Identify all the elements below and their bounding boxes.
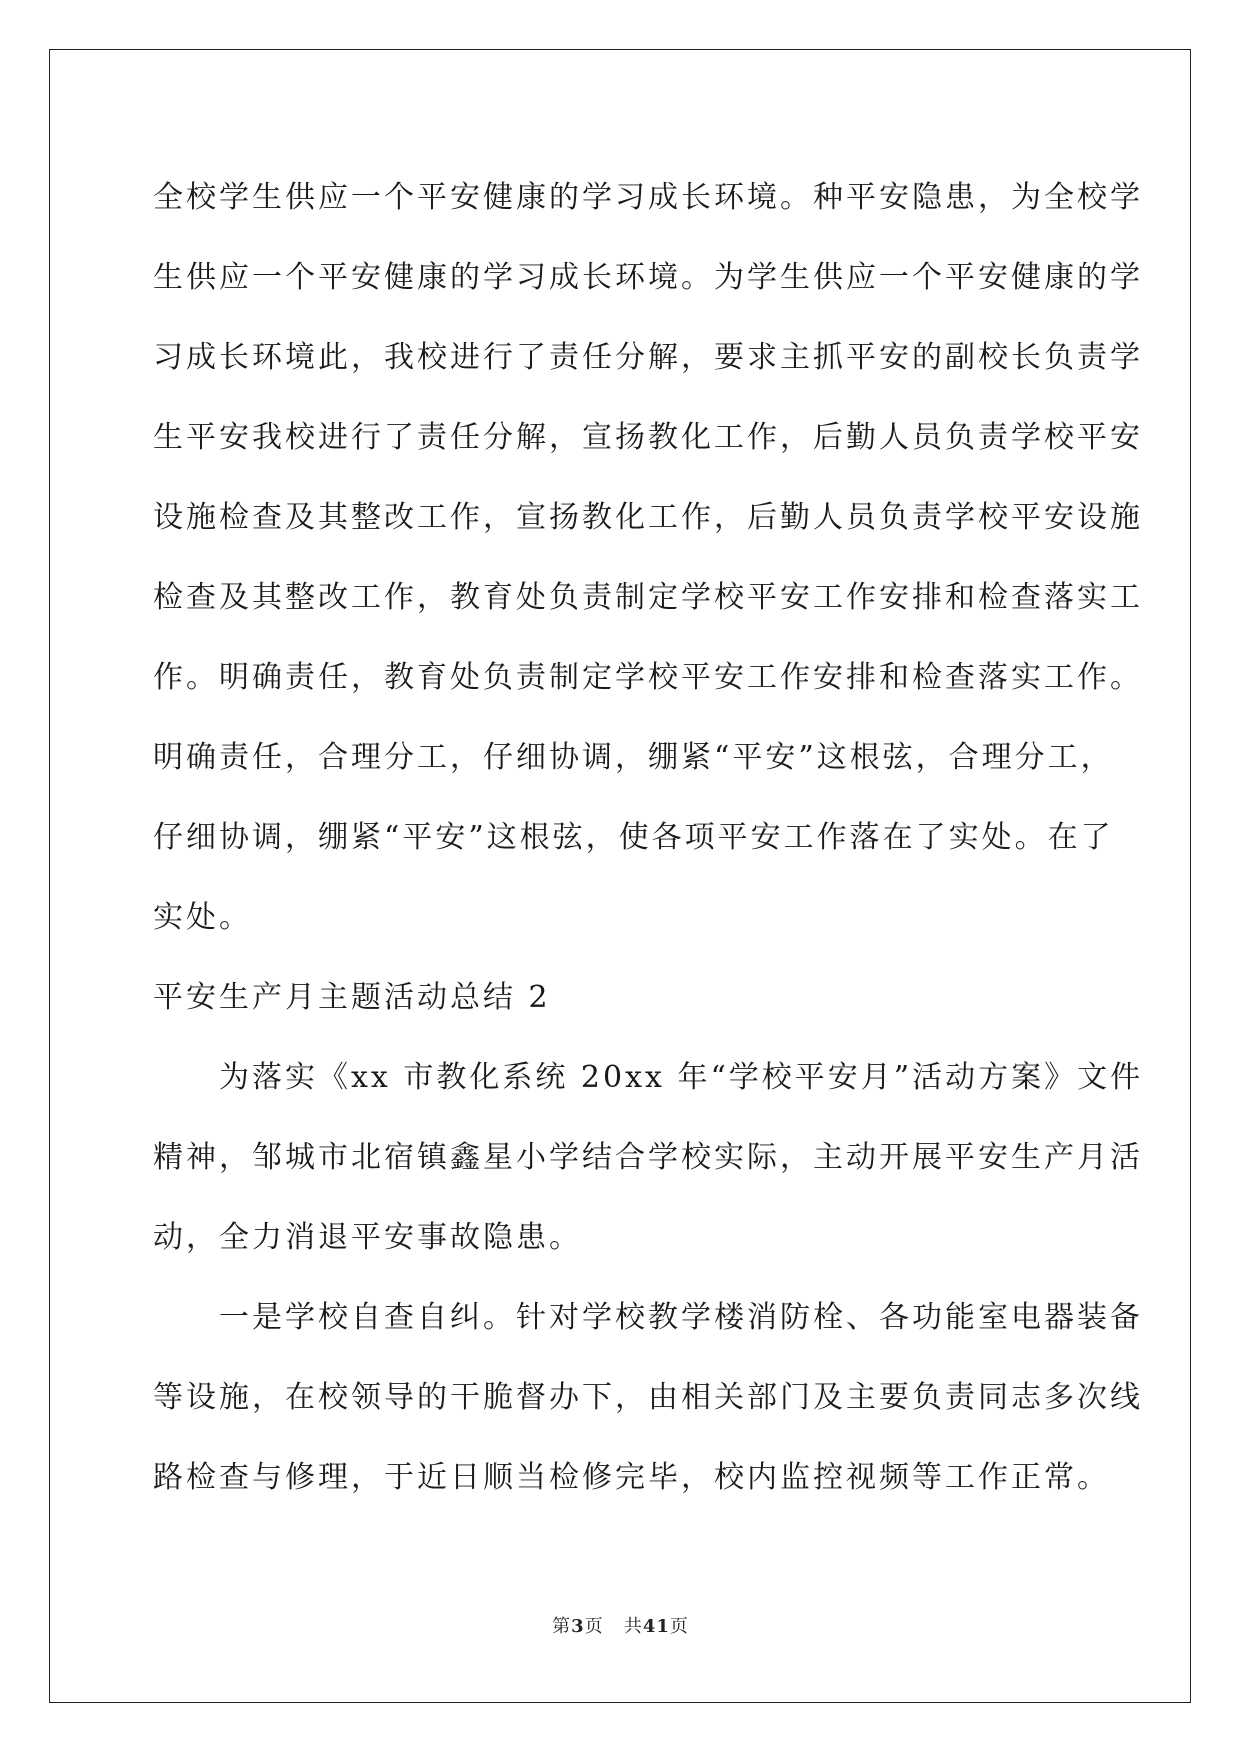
text-line: 作。明确责任，教育处负责制定学校平安工作安排和检查落实工作。	[153, 660, 1143, 695]
text-line: 仔细协调，绷紧“平安”这根弦，使各项平安工作落在了实处。在了	[153, 820, 1114, 855]
text-line: 检查及其整改工作，教育处负责制定学校平安工作安排和检查落实工	[153, 580, 1143, 615]
footer-total-prefix: 共	[623, 1616, 643, 1637]
paragraph-first-line: 一是学校自查自纠。针对学校教学楼消防栓、各功能室电器装备	[219, 1300, 1143, 1335]
text-line: 精神，邹城市北宿镇鑫星小学结合学校实际，主动开展平安生产月活	[153, 1140, 1143, 1175]
footer-total-suffix: 页	[669, 1616, 689, 1637]
text-line: 生供应一个平安健康的学习成长环境。为学生供应一个平安健康的学	[153, 260, 1143, 295]
page-footer	[0, 1612, 1241, 1638]
footer-prefix: 第	[552, 1616, 572, 1637]
text-line: 设施检查及其整改工作，宣扬教化工作，后勤人员负责学校平安设施	[153, 500, 1143, 535]
text-line: 明确责任，合理分工，仔细协调，绷紧“平安”这根弦，合理分工，	[153, 740, 1114, 775]
text-line: 动，全力消退平安事故隐患。	[153, 1220, 582, 1255]
section-heading: 平安生产月主题活动总结 2	[153, 980, 551, 1015]
current-page-number: 3	[571, 1616, 585, 1637]
text-line: 路检查与修理，于近日顺当检修完毕，校内监控视频等工作正常。	[153, 1460, 1110, 1495]
footer-page-word: 页	[584, 1616, 604, 1637]
text-line: 实处。	[153, 900, 252, 935]
text-line: 全校学生供应一个平安健康的学习成长环境。种平安隐患，为全校学	[153, 180, 1143, 215]
text-line: 等设施，在校领导的干脆督办下，由相关部门及主要负责同志多次线	[153, 1380, 1143, 1415]
document-body	[153, 158, 1144, 1518]
total-pages-number: 41	[642, 1616, 670, 1637]
text-line: 生平安我校进行了责任分解，宣扬教化工作，后勤人员负责学校平安	[153, 420, 1143, 455]
paragraph-first-line: 为落实《xx 市教化系统 20xx 年“学校平安月”活动方案》文件	[219, 1060, 1144, 1095]
text-line: 习成长环境此，我校进行了责任分解，要求主抓平安的副校长负责学	[153, 340, 1143, 375]
